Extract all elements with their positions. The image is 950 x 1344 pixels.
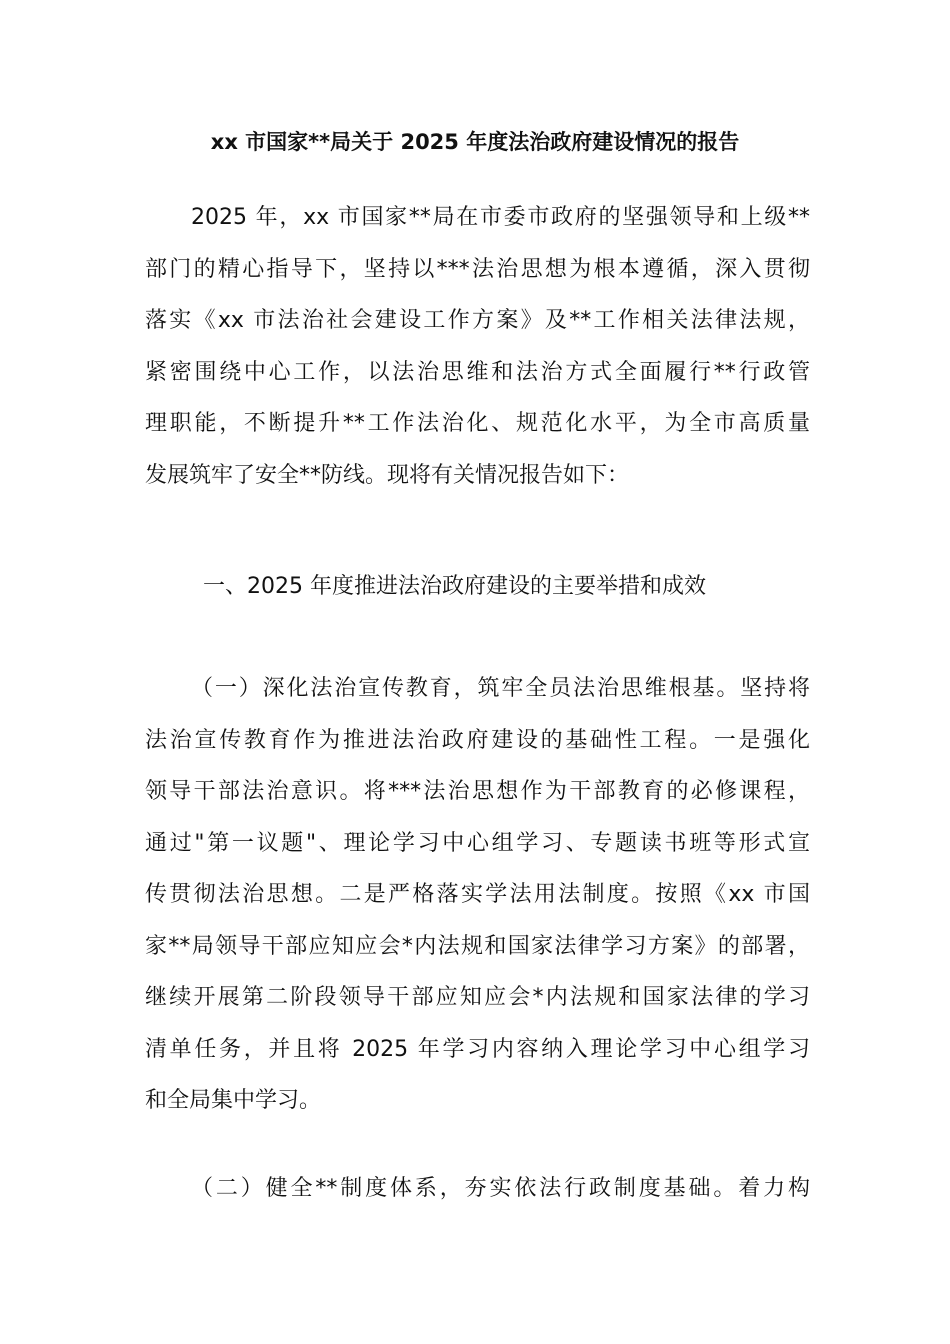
intro-line: 发展筑牢了安全**防线。现将有关情况报告如下： — [145, 462, 630, 488]
section-one-heading: 一、2025 年度推进法治政府建设的主要举措和成效 — [203, 574, 706, 599]
intro-line: 理职能，不断提升**工作法治化、规范化水平，为全市高质量 — [145, 411, 810, 436]
intro-paragraph — [145, 192, 810, 501]
subsection-one-line: 法治宣传教育作为推进法治政府建设的基础性工程。一是强化 — [145, 727, 810, 753]
intro-line: 紧密围绕中心工作，以法治思维和法治方式全面履行**行政管 — [145, 359, 810, 385]
subsection-two-paragraph — [145, 1163, 810, 1215]
subsection-two-line: （二）健全**制度体系，夯实依法行政制度基础。着力构 — [191, 1176, 810, 1201]
subsection-one-line: 家**局领导干部应知应会*内法规和国家法律学习方案》的部署， — [145, 933, 810, 959]
section-one-heading-block — [145, 561, 810, 613]
subsection-one-line: 领导干部法治意识。将***法治思想作为干部教育的必修课程， — [145, 779, 810, 804]
intro-line: 落实《xx 市法治社会建设工作方案》及**工作相关法律法规， — [145, 308, 810, 333]
intro-line: 部门的精心指导下，坚持以***法治思想为根本遵循，深入贯彻 — [145, 256, 810, 282]
document-title: xx 市国家**局关于 2025 年度法治政府建设情况的报告 — [210, 130, 740, 154]
subsection-one-line: 通过"第一议题"、理论学习中心组学习、专题读书班等形式宣 — [145, 830, 810, 856]
intro-line: 2025 年，xx 市国家**局在市委市政府的坚强领导和上级** — [191, 205, 810, 230]
subsection-one-line: （一）深化法治宣传教育，筑牢全员法治思维根基。坚持将 — [191, 676, 810, 701]
subsection-one-line: 清单任务，并且将 2025 年学习内容纳入理论学习中心组学习 — [145, 1036, 810, 1062]
subsection-one-line: 继续开展第二阶段领导干部应知应会*内法规和国家法律的学习 — [145, 985, 810, 1010]
subsection-one-paragraph — [145, 663, 810, 1127]
subsection-one-line: 传贯彻法治思想。二是严格落实学法用法制度。按照《xx 市国 — [145, 882, 810, 907]
subsection-one-line: 和全局集中学习。 — [145, 1088, 322, 1113]
